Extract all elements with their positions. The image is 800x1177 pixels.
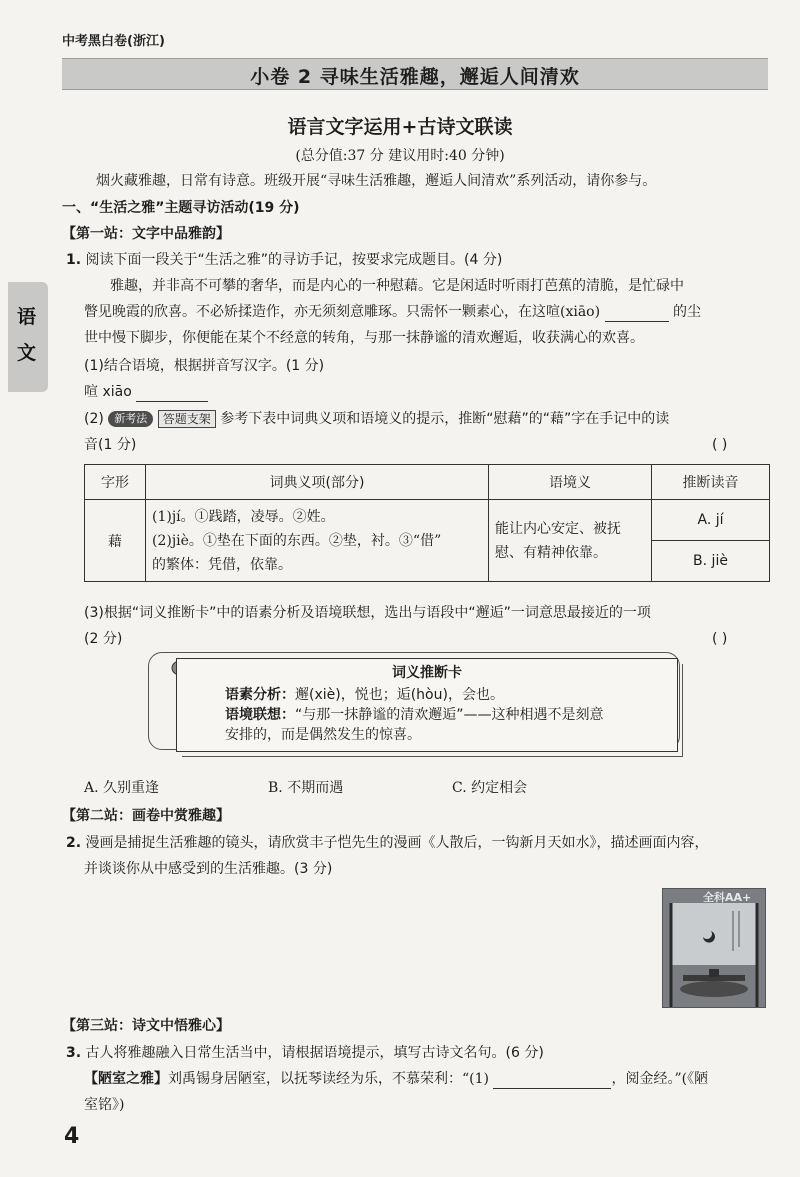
sub-question-1: (1)结合语境，根据拼音写汉字。(1 分): [84, 358, 325, 374]
volume-title: 小卷 2 寻味生活雅趣，邂逅人间清欢: [250, 66, 580, 88]
q3-text: 古人将雅趣融入日常生活当中，请根据语境提示，填写古诗文名句。(6 分): [85, 1045, 544, 1061]
passage-blank[interactable]: [605, 321, 669, 322]
choice-a[interactable]: A. 久别重逢: [84, 780, 160, 796]
sub-question-3-score: (2 分): [84, 631, 123, 647]
card-title: 词义推断卡: [392, 665, 462, 681]
passage-line-2a: 瞥见晚霞的欣喜。不必矫揉造作，亦无须刻意雕琢。只需怀一颗素心，在这喧(xiāo): [84, 304, 601, 320]
q3-item-label: 【陋室之雅】: [84, 1071, 168, 1087]
context-line: 慰、有精神依靠。: [495, 544, 607, 561]
table-context-cell: [489, 500, 652, 582]
side-tab-char-2: 文: [17, 342, 37, 364]
option-b-cell[interactable]: B. jiè: [652, 541, 770, 582]
answer-bracket-2[interactable]: ( ): [712, 437, 728, 453]
station3-label: 【第三站：诗文中悟雅心】: [62, 1018, 230, 1034]
dict-line: 的繁体：凭借，依靠。: [152, 556, 292, 573]
card-body: [176, 658, 678, 752]
sub-question-2: [84, 409, 669, 429]
q1-text: 阅读下面一段关于“生活之雅”的寻访手记，按要求完成题目。(4 分): [85, 252, 503, 268]
passage-line-2: [84, 302, 701, 322]
q2-text-line2: 并谈谈你从中感受到的生活雅趣。(3 分): [84, 861, 333, 877]
card-text: “与那一抹静谧的清欢邂逅”——这种相遇不是刻意: [295, 707, 604, 723]
passage-line-1: 雅趣，并非高不可攀的奢华，而是内心的一种慰藉。它是闲适时听雨打芭蕉的清脆，是忙碌中: [110, 278, 684, 294]
q3-item: [84, 1069, 708, 1089]
answer-scaffold-badge: 答题支架: [158, 410, 216, 428]
card-text: 邂(xiè)，悦也；逅(hòu)，会也。: [295, 687, 504, 703]
choice-b[interactable]: B. 不期而遇: [268, 780, 344, 796]
comic-drawing: [663, 889, 765, 1007]
station2-label: 【第二站：画卷中赏雅趣】: [62, 808, 230, 824]
book-tag: 中考黑白卷(浙江): [62, 34, 165, 49]
watermark: 全科AA+: [703, 891, 752, 904]
q3-number: 3.: [66, 1045, 82, 1061]
table-header: 语境义: [489, 465, 652, 500]
part1-heading: 一、“生活之雅”主题寻访活动(19 分): [62, 200, 300, 216]
comic-image: [662, 888, 766, 1008]
sub2-prefix: (2): [84, 411, 104, 427]
q1-number: 1.: [66, 252, 82, 268]
answer-bracket-3[interactable]: ( ): [712, 631, 728, 647]
q3-item-line2: 室铭》): [84, 1097, 125, 1113]
choice-c[interactable]: C. 约定相会: [452, 780, 528, 796]
sub2-text: 参考下表中词典义项和语境义的提示，推断“慰藉”的“藉”字在手记中的读: [220, 411, 670, 427]
context-line: 能让内心安定、被抚: [495, 520, 621, 537]
dict-line: (1)jí。①践踏，凌辱。②姓。: [152, 508, 335, 525]
answer-prefix: 喧 xiāo: [84, 384, 132, 400]
q2-number: 2.: [66, 835, 82, 851]
sub-question-3: (3)根据“词义推断卡”中的语素分析及语境联想，选出与语段中“邂逅”一词意思最接近的一项: [84, 605, 651, 621]
table-header: 词典义项(部分): [146, 465, 489, 500]
q3-item-text-a: 刘禹锡身居陋室，以抚琴读经为乐，不慕荣利：“(1): [168, 1071, 489, 1087]
card-text: 安排的，而是偶然发生的惊喜。: [225, 727, 421, 743]
table-char-cell: 藉: [85, 500, 146, 582]
q3-item-text-b: ，阅金经。”(《陋: [611, 1071, 709, 1087]
poem-blank[interactable]: [493, 1088, 611, 1089]
table-header: 字形: [85, 465, 146, 500]
dict-line: (2)jiè。①垫在下面的东西。②垫，衬。③“借”: [152, 532, 442, 549]
table-header: 推断读音: [652, 465, 770, 500]
new-method-badge: 新考法: [108, 411, 153, 427]
table-dict-cell: [146, 500, 489, 582]
page-number: 4: [64, 1124, 80, 1149]
section-meta: (总分值:37 分 建议用时:40 分钟): [295, 148, 505, 164]
q2-text: 漫画是捕捉生活雅趣的镜头，请欣赏丰子恺先生的漫画《人散后，一钩新月天如水》，描述画面内容，: [85, 835, 709, 851]
option-a-cell[interactable]: A. jí: [652, 500, 770, 541]
passage-line-3: 世中慢下脚步，你便能在某个不经意的转角，与那一抹静谧的清欢邂逅，收获满心的欢喜。: [84, 330, 644, 346]
section-intro: 烟火藏雅趣，日常有诗意。班级开展“寻味生活雅趣，邂逅人间清欢”系列活动，请你参与。: [96, 173, 657, 189]
sub-question-2-line2: 音(1 分): [84, 437, 137, 453]
card-label: 语素分析：: [225, 687, 295, 703]
dictionary-table: [84, 464, 770, 582]
station1-label: 【第一站：文字中品雅韵】: [62, 226, 230, 242]
section-title: 语言文字运用+古诗文联读: [287, 116, 513, 138]
side-tab-char-1: 语: [17, 306, 37, 328]
title-bar: [62, 58, 768, 90]
word-inference-card: [148, 652, 684, 762]
passage-line-2b: 的尘: [672, 304, 701, 320]
subject-side-tab: [8, 282, 48, 392]
sub-question-1-answer: [84, 382, 208, 402]
table-header-row: [85, 465, 770, 500]
table-row: [85, 500, 770, 541]
answer-blank[interactable]: [136, 401, 208, 402]
card-label: 语境联想：: [225, 707, 295, 723]
